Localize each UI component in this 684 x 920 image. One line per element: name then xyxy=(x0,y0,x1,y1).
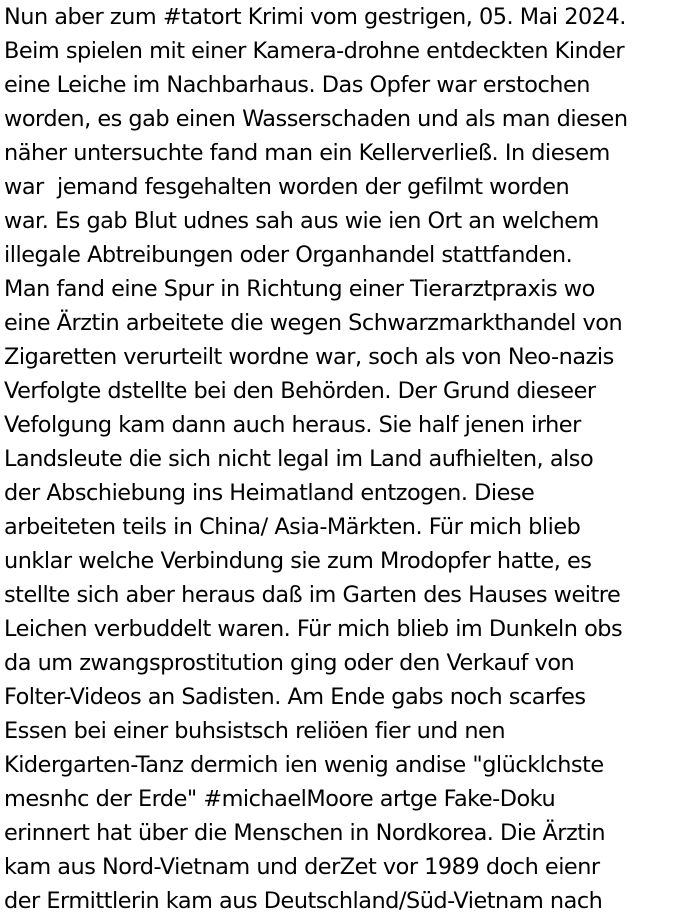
text-line-15: der Abschiebung ins Heimatland entzogen. Diese xyxy=(4,480,535,506)
text-line-25: erinnert hat über die Menschen in Nordkorea. Die Ärztin xyxy=(4,820,606,846)
text-line-18: stellte sich aber heraus daß im Garten des Hauses weitre xyxy=(4,582,621,608)
text-line-24: mesnhc der Erde" #michaelMoore artge Fake-Doku xyxy=(4,786,556,812)
text-line-17: unklar welche Verbindung sie zum Mrodopfer hatte, es xyxy=(4,548,592,574)
text-line-12: Verfolgte dstellte bei den Behörden. Der Grund dieseer xyxy=(4,378,596,404)
text-line-3: eine Leiche im Nachbarhaus. Das Opfer war erstochen xyxy=(4,72,590,98)
text-line-20: da um zwangsprostitution ging oder den Verkauf von xyxy=(4,650,575,676)
text-line-13: Vefolgung kam dann auch heraus. Sie half jenen irher xyxy=(4,412,581,438)
text-line-9: Man fand eine Spur in Richtung einer Tierarztpraxis wo xyxy=(4,276,595,302)
text-line-26: kam aus Nord-Vietnam und derZet vor 1989 doch eienr xyxy=(4,854,600,880)
text-line-5: näher untersuchte fand man ein Kellerverließ. In diesem xyxy=(4,140,610,166)
text-line-21: Folter-Videos an Sadisten. Am Ende gabs noch scarfes xyxy=(4,684,586,710)
document-text xyxy=(4,0,684,920)
text-line-4: worden, es gab einen Wasserschaden und als man diesen xyxy=(4,106,628,132)
text-line-22: Essen bei einer buhsistsch reliöen fier und nen xyxy=(4,718,506,744)
text-line-11: Zigaretten verurteilt wordne war, soch als von Neo-nazis xyxy=(4,344,614,370)
text-line-7: war. Es gab Blut udnes sah aus wie ien Ort an welchem xyxy=(4,208,599,234)
text-line-1: Nun aber zum #tatort Krimi vom gestrigen, 05. Mai 2024. xyxy=(4,4,626,30)
text-line-27: der Ermittlerin kam aus Deutschland/Süd-Vietnam nach xyxy=(4,888,603,914)
text-line-8: illegale Abtreibungen oder Organhandel stattfanden. xyxy=(4,242,573,268)
text-line-2: Beim spielen mit einer Kamera-drohne entdeckten Kinder xyxy=(4,38,625,64)
text-line-23: Kidergarten-Tanz dermich ien wenig andise "glücklchste xyxy=(4,752,604,778)
text-line-19: Leichen verbuddelt waren. Für mich blieb im Dunkeln obs xyxy=(4,616,623,642)
text-line-6: war jemand fesgehalten worden der gefilmt worden xyxy=(4,174,570,200)
text-line-10: eine Ärztin arbeitete die wegen Schwarzmarkthandel von xyxy=(4,310,623,336)
text-line-16: arbeiteten teils in China/ Asia-Märkten. Für mich blieb xyxy=(4,514,581,540)
text-line-14: Landsleute die sich nicht legal im Land aufhielten, also xyxy=(4,446,594,472)
